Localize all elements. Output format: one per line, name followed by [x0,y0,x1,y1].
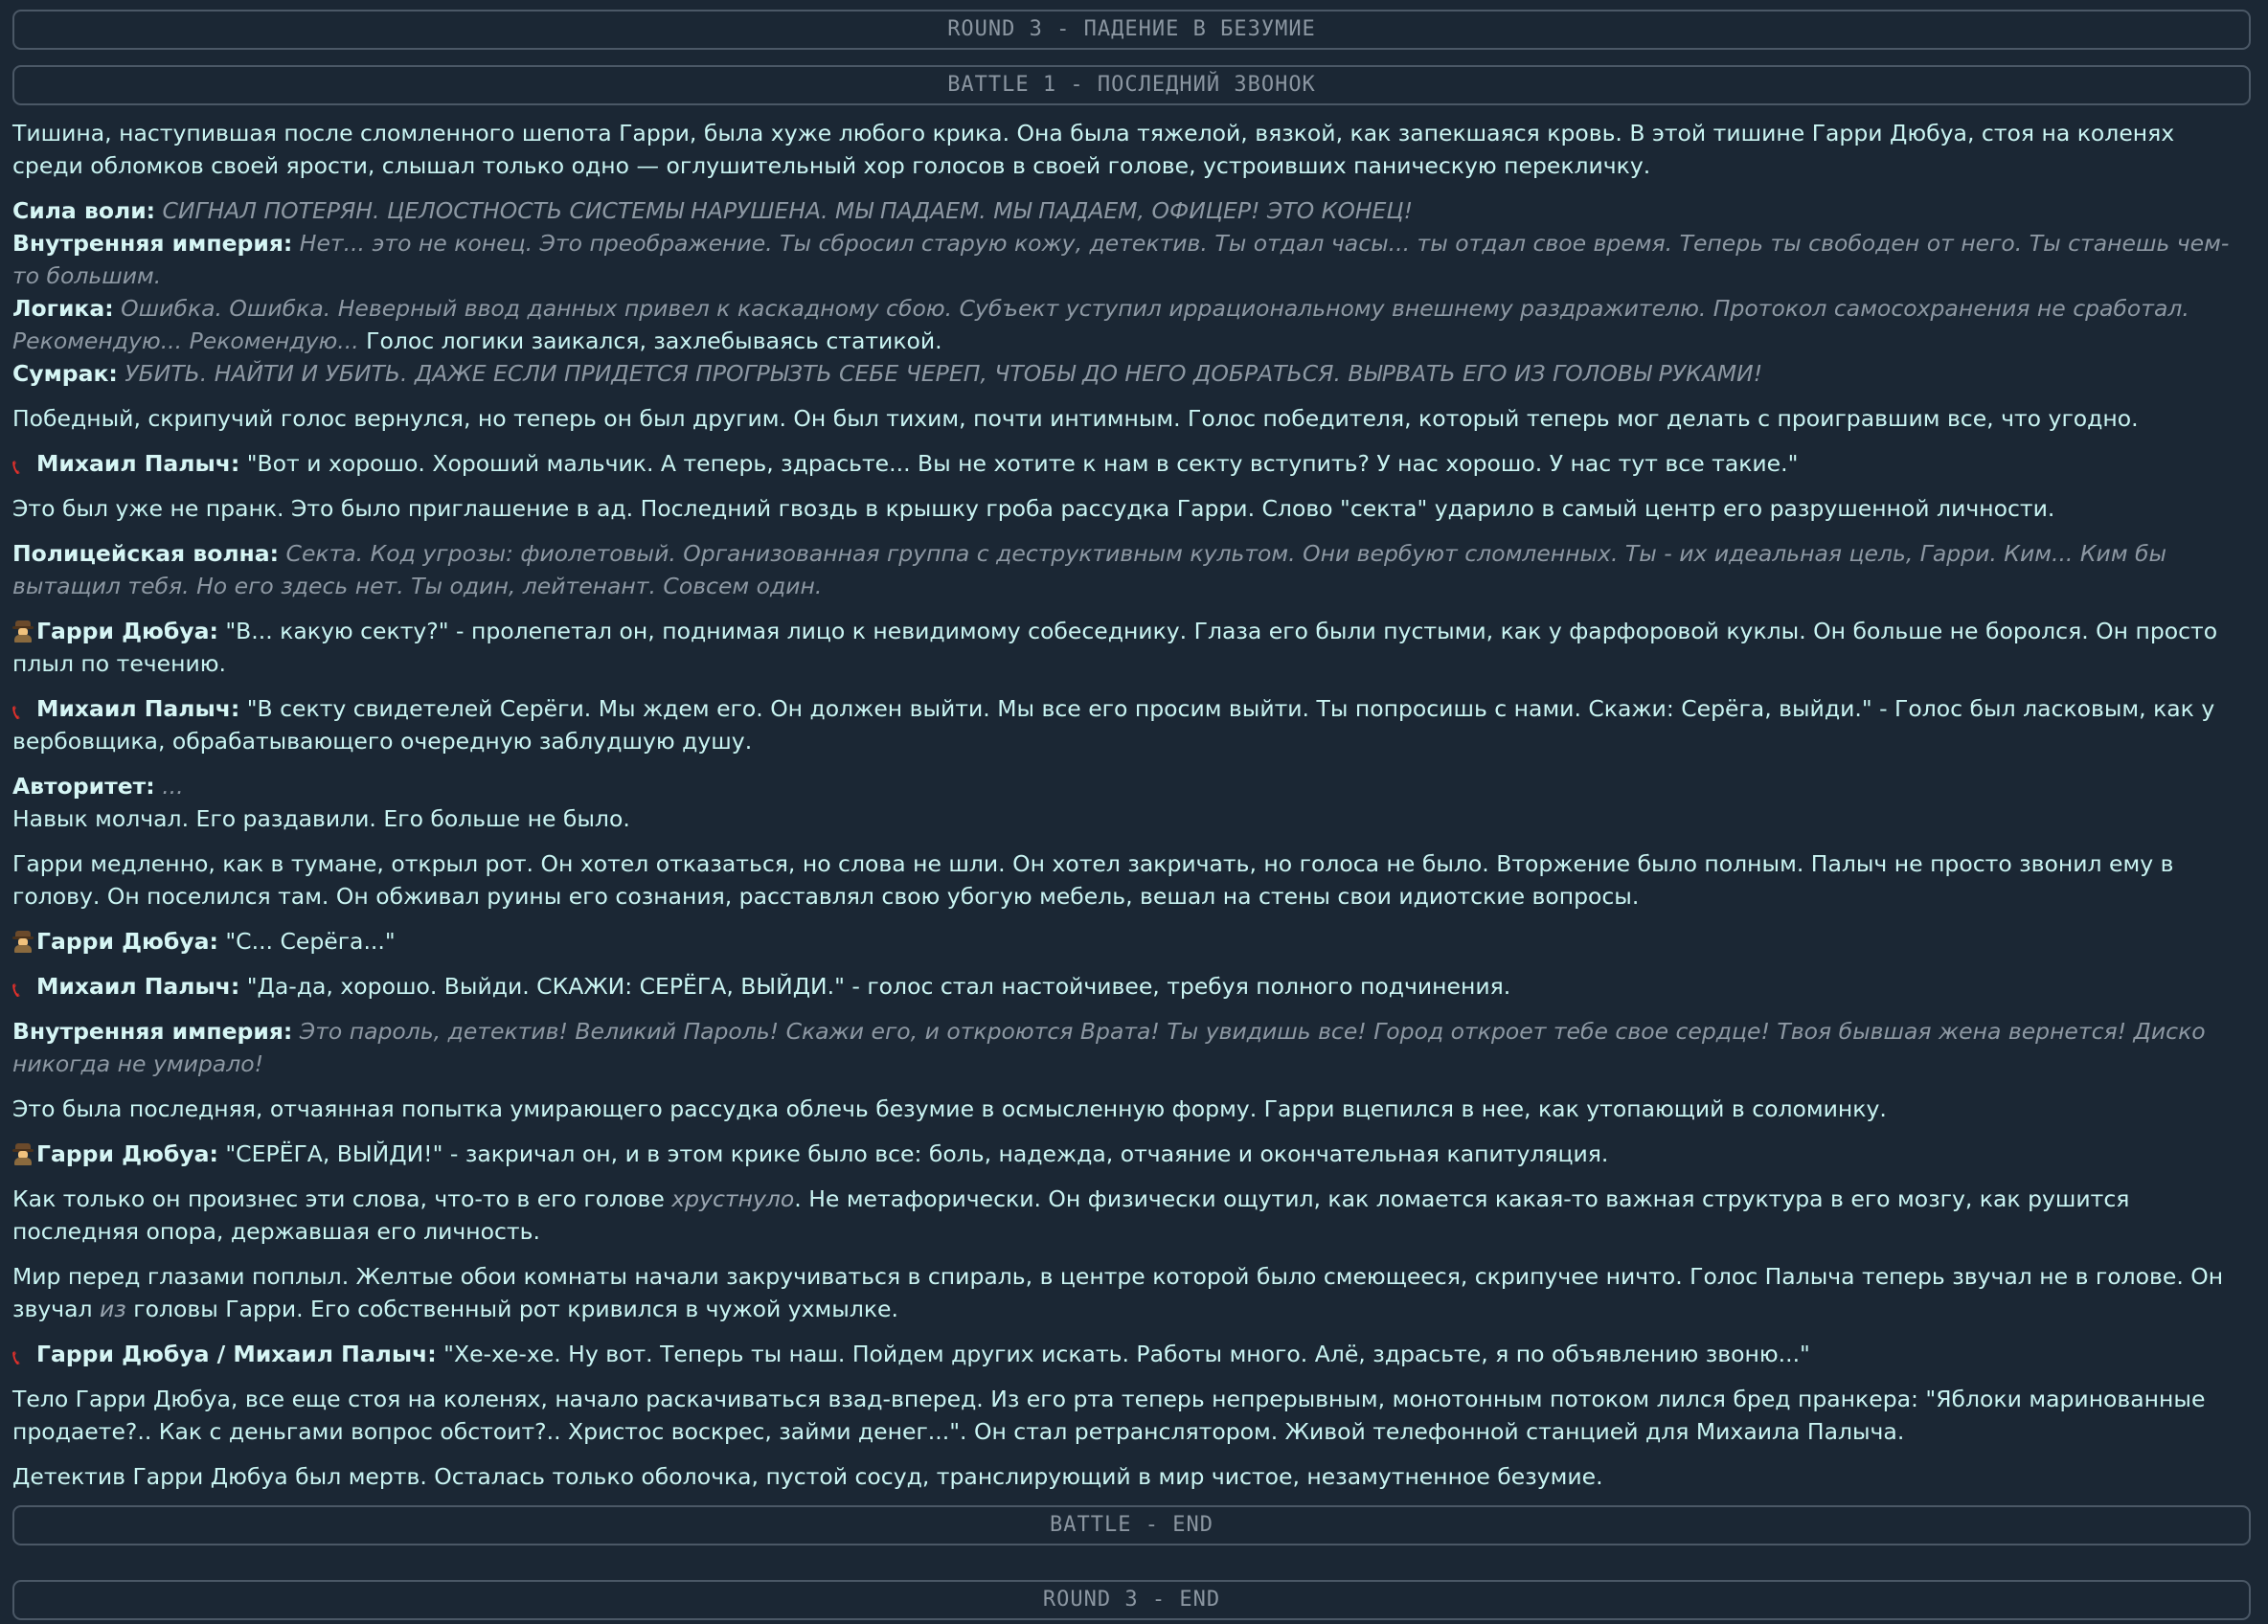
emphasis-text: из [100,1296,126,1322]
narration-text: Как только он произнес эти слова, что-то в его голове [12,1185,672,1212]
voice-text: ... [162,773,184,800]
voice-text: Секта. Код угрозы: фиолетовый. Организованная группа с деструктивным культом. Они вербуют сломленных. Ты - их идеальная цель, Гарри. Ким... Ким бы вытащил тебя. Но его здесь нет. Ты один, лейтенант. Совсем один. [12,540,2167,599]
narration-paragraph: Детектив Гарри Дюбуа был мертв. Осталась только оболочка, пустой сосуд, транслирующий в мир чистое, незамутненное безумие. [12,1463,1603,1490]
narration-paragraph: Тело Гарри Дюбуа, все еще стоя на коленях, начало раскачиваться взад-вперед. Из его рта теперь непрерывным, монотонным потоком лился бред пранкера: "Яблоки маринованные продаете?.. Как с деньгами вопрос обстоит?.. Христос воскрес, займи денег...". Он стал ретранслятором. Живой телефонной станцией для Михаила Палыча. [12,1386,2206,1445]
voice-line [12,357,2251,390]
narration-paragraph: Это была последняя, отчаянная попытка умирающего рассудка облечь безумие в осмысленную форму. Гарри вцепился в нее, как утопающий в соломинку. [12,1095,1887,1122]
speaker-name: Гарри Дюбуа: [36,928,218,955]
battle-start-label: BATTLE 1 - ПОСЛЕДНИЙ ЗВОНОК [947,73,1316,97]
narration-line: Навык молчал. Его раздавили. Его больше не было. [12,805,630,832]
speaker-name: Гарри Дюбуа: [36,1140,218,1167]
chat-log [12,10,2251,1620]
dialogue-line [12,1338,2251,1370]
voice-text: СИГНАЛ ПОТЕРЯН. ЦЕЛОСТНОСТЬ СИСТЕМЫ НАРУШЕНА. МЫ ПАДАЕМ. МЫ ПАДАЕМ, ОФИЦЕР! ЭТО КОНЕЦ! [162,197,1414,224]
battle-end-banner [12,1505,2251,1545]
round-start-banner [12,10,2251,50]
dialogue-line [12,970,2251,1003]
dialogue-line [12,692,2251,757]
emphasis-text: хрустнуло [671,1185,795,1212]
round-start-label: ROUND 3 - ПАДЕНИЕ В БЕЗУМИЕ [947,17,1316,41]
telephone-icon: 📞︎ [12,979,20,1003]
voice-line [12,227,2251,292]
round-end-banner [12,1580,2251,1620]
speaker-name: Михаил Палыч: [36,695,240,722]
speaker-name: Гарри Дюбуа / Михаил Палыч: [36,1341,437,1367]
dialogue-text: "СЕРЁГА, ВЫЙДИ!" - закричал он, и в этом крике было все: боль, надежда, отчаяние и окончательная капитуляция. [225,1140,1609,1167]
dialogue-text: "Вот и хорошо. Хороший мальчик. А теперь, здрасьте... Вы не хотите к нам в секту вступить? У нас хорошо. У нас тут все такие." [246,450,1799,477]
dialogue-line [12,447,2251,480]
speaker-name: Полицейская волна: [12,540,280,567]
dialogue-text: "С... Серёга..." [225,928,396,955]
speaker-name: Внутренняя империя: [12,1018,293,1045]
battle-start-banner [12,65,2251,105]
speaker-name: Внутренняя империя: [12,230,293,257]
voice-text: Нет... это не конец. Это преображение. Ты сбросил старую кожу, детектив. Ты отдал часы... ты отдал свое время. Теперь ты свободен от него. Ты станешь чем-то большим. [12,230,2230,289]
dialogue-line [12,1138,2251,1170]
narration-paragraph: Гарри медленно, как в тумане, открыл рот. Он хотел отказаться, но слова не шли. Он хотел закричать, но голоса не было. Вторжение было полным. Палыч не просто звонил ему в голову. Он поселился там. Он обживал руины его сознания, расставлял свою убогую мебель, вешал на стены свои идиотские вопросы. [12,850,2174,910]
telephone-icon: 📞︎ [12,701,20,725]
narration-paragraph [12,1260,2251,1325]
dialogue-line [12,615,2251,680]
narration-text: головы Гарри. Его собственный рот кривился в чужой ухмылке. [125,1296,898,1322]
detective-icon [12,930,34,953]
battle-end-label: BATTLE - END [1050,1513,1213,1537]
voice-text: Это пароль, детектив! Великий Пароль! Скажи его, и откроются Врата! Ты увидишь все! Город откроет тебе свое сердце! Твоя бывшая жена вернется! Диско никогда не умирало! [12,1018,2206,1077]
speaker-name: Сила воли: [12,197,156,224]
detective-icon [12,620,34,643]
voice-tail-text: Голос логики заикался, захлебываясь статикой. [366,327,942,354]
round-end-label: ROUND 3 - END [1042,1588,1221,1612]
narration-text: Мир перед глазами поплыл. Желтые обои комнаты начали закручиваться в спираль, в центре которой было смеющееся, скрипучее ничто. Голос Палыча теперь звучал не в голове. Он звучал [12,1263,2224,1322]
detective-icon [12,1142,34,1165]
authority-voice-block [12,770,2251,835]
narration-paragraph [12,1183,2251,1248]
voice-line [12,292,2251,357]
speaker-name: Логика: [12,295,114,322]
voice-text: Ошибка. Ошибка. Неверный ввод данных привел к каскадному сбою. Субъект уступил иррациональному внешнему раздражителю. Протокол самосохранения не сработал. Рекомендую... Рекомендую... [12,295,2189,354]
telephone-icon: 📞︎ [12,1346,20,1370]
narration-paragraph: Это был уже не пранк. Это было приглашение в ад. Последний гвоздь в крышку гроба рассудка Гарри. Слово "секта" ударило в самый центр его разрушенной личности. [12,495,2055,522]
dialogue-line [12,925,2251,958]
dialogue-text: "В секту свидетелей Серёги. Мы ждем его. Он должен выйти. Мы все его просим выйти. Ты попросишь с нами. Скажи: Серёга, выйди." - Голос был ласковым, как у вербовщика, обрабатывающего очередную заблудшую душу. [12,695,2215,755]
dialogue-text: "Хе-хе-хе. Ну вот. Теперь ты наш. Пойдем других искать. Работы много. Алё, здрасьте, я по объявлению звоню..." [443,1341,1810,1367]
telephone-icon: 📞︎ [12,456,20,480]
voice-line [12,194,2251,227]
narration-paragraph: Тишина, наступившая после сломленного шепота Гарри, была хуже любого крика. Она была тяжелой, вязкой, как запекшаяся кровь. В этой тишине Гарри Дюбуа, стоя на коленях среди обломков своей ярости, слышал только одно — оглушительный хор голосов в своей голове, устроивших паническую перекличку. [12,120,2175,179]
dialogue-text: "Да-да, хорошо. Выйди. СКАЖИ: СЕРЁГА, ВЫЙДИ." - голос стал настойчивее, требуя полного подчинения. [246,973,1511,1000]
narration-text: . Не метафорически. Он физически ощутил, как ломается какая-то важная структура в его мозгу, как рушится последняя опора, державшая его личность. [12,1185,2130,1245]
speaker-name: Михаил Палыч: [36,450,240,477]
dialogue-text: "В... какую секту?" - пролепетал он, поднимая лицо к невидимому собеседнику. Глаза его были пустыми, как у фарфоровой куклы. Он больше не боролся. Он просто плыл по течению. [12,618,2218,677]
voice-line [12,537,2251,602]
speaker-name: Гарри Дюбуа: [36,618,218,644]
speaker-name: Авторитет: [12,773,155,800]
narration-paragraph: Победный, скрипучий голос вернулся, но теперь он был другим. Он был тихим, почти интимным. Голос победителя, который теперь мог делать с проигравшим все, что угодно. [12,405,2139,432]
speaker-name: Сумрак: [12,360,118,387]
voice-text: УБИТЬ. НАЙТИ И УБИТЬ. ДАЖЕ ЕСЛИ ПРИДЕТСЯ ПРОГРЫЗТЬ СЕБЕ ЧЕРЕП, ЧТОБЫ ДО НЕГО ДОБРАТЬСЯ. ВЫРВАТЬ ЕГО ИЗ ГОЛОВЫ РУКАМИ! [125,360,1763,387]
voice-line [12,1015,2251,1080]
speaker-name: Михаил Палыч: [36,973,240,1000]
voice-line [12,770,2251,802]
inner-voices-block [12,194,2251,390]
